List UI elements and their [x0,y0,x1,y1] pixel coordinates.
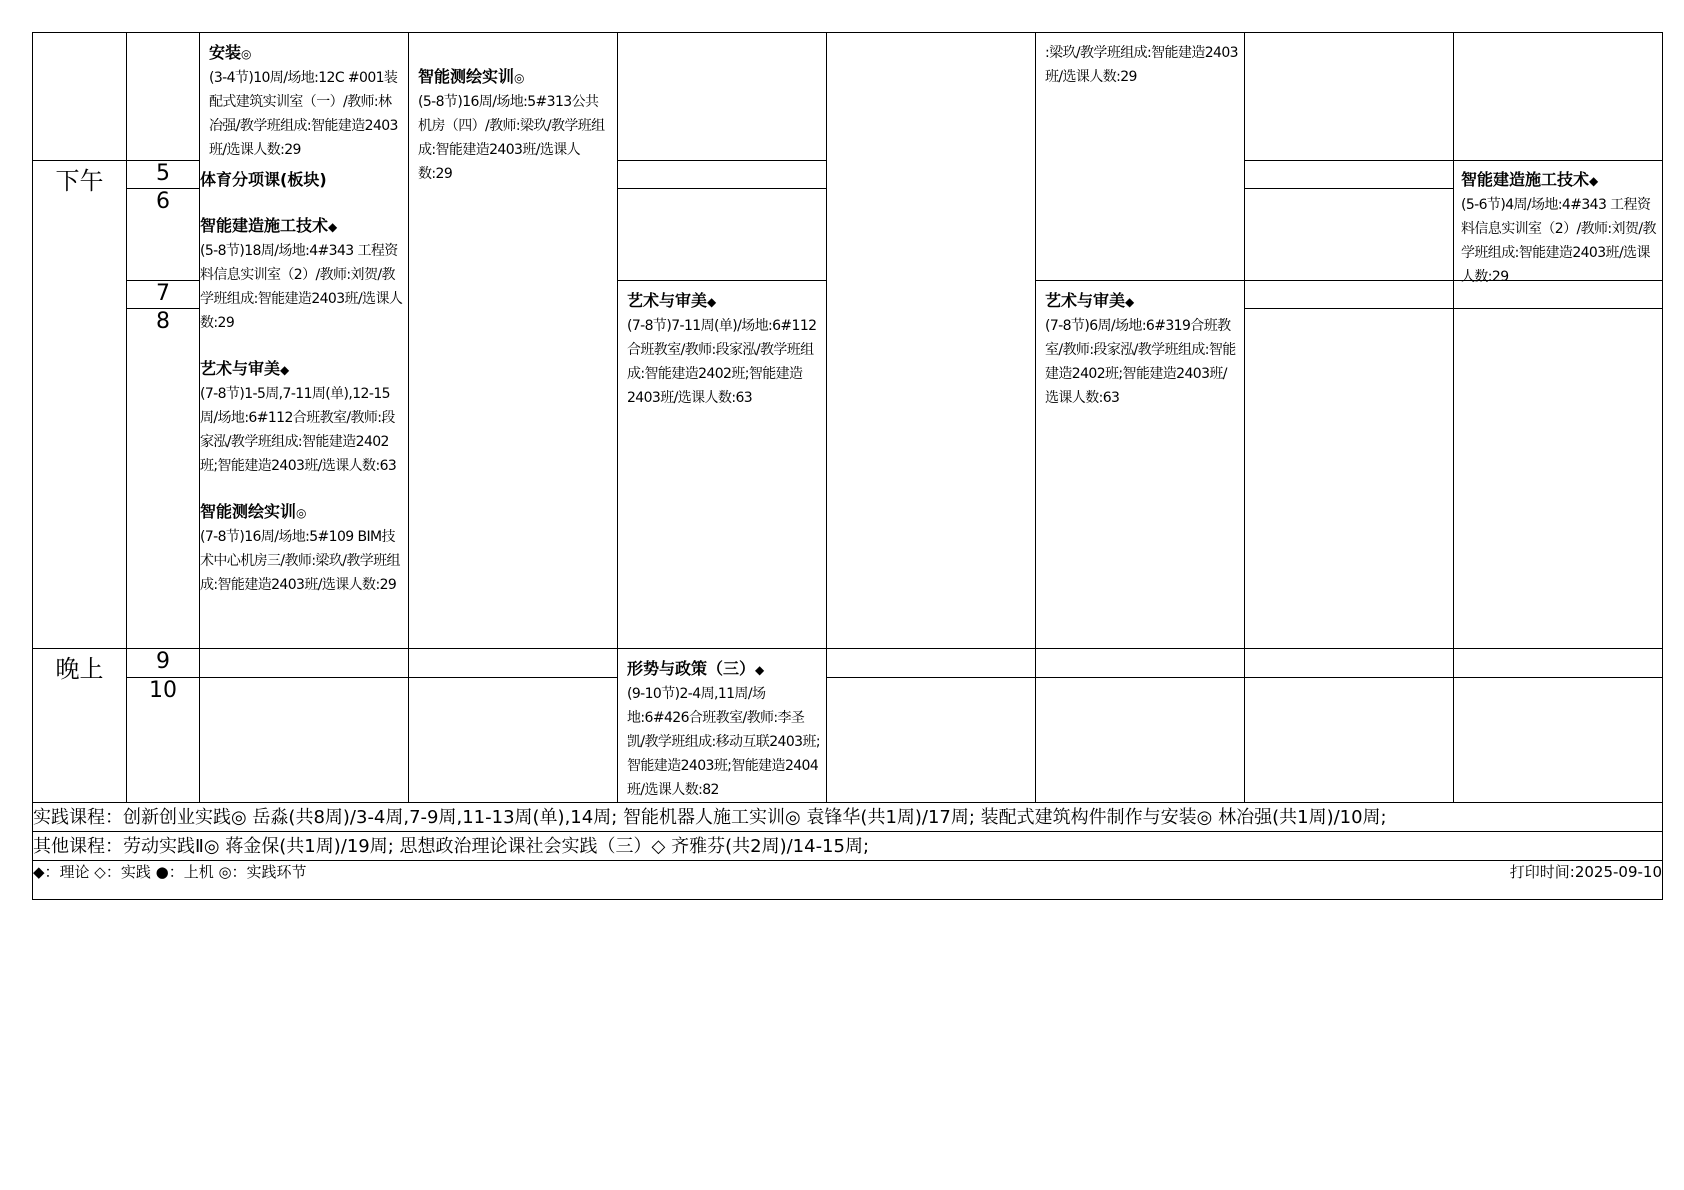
period-number-6: 6 [127,189,200,281]
course-name: 智能建造施工技术 [1461,170,1590,189]
cell-col6-p5 [1245,161,1454,189]
course-name: 安装 [209,43,242,62]
period-label-afternoon: 下午 [33,161,127,649]
cell-col4-p9 [827,649,1036,678]
cell-col6-p6 [1245,189,1454,281]
practice-icon: ◎ [514,71,525,85]
theory-icon: ◆ [707,295,717,309]
cell-col3-top [618,33,827,161]
legend-row [33,861,1663,900]
course-detail: (5-6节)4周/场地:4#343 工程资料信息实训室（2）/教师:刘贺/教学班组成:智能建造2403班/选课人数:29 [1461,197,1656,285]
cell-col6-p9 [1245,649,1454,678]
practice-icon: ◎ [296,506,307,520]
cell-col3-p7-8 [618,281,827,649]
theory-icon: ◆ [280,363,290,377]
cell-col6-p7 [1245,281,1454,309]
course-detail: (7-8节)1-5周,7-11周(单),12-15周/场地:6#112合班教室/教师:段家泓/教学班组成:智能建造2402班;智能建造2403班/选课人数:63 [200,386,397,474]
course-detail: (9-10节)2-4周,11周/场地:6#426合班教室/教师:李圣凯/教学班组成:移动互联2403班;智能建造2403班;智能建造2404班/选课人数:82 [627,686,820,798]
cell-col4-p10 [827,678,1036,803]
course-detail: (7-8节)7-11周(单)/场地:6#112合班教室/教师:段家泓/教学班组成:智能建造2402班;智能建造2403班/选课人数:63 [627,318,817,406]
period-number-7: 7 [127,281,200,309]
cell-col4-afternoon [827,33,1036,649]
cell-col7-p8 [1454,309,1663,649]
course-block [1045,289,1238,410]
course-detail: (7-8节)6周/场地:6#319合班教室/教师:段家泓/教学班组成:智能建造2402班;智能建造2403班/选课人数:63 [1045,318,1236,406]
course-name: 形势与政策（三） [627,659,756,678]
cell-col6-p10 [1245,678,1454,803]
cell-col3-p6 [618,189,827,281]
course-name: 智能测绘实训 [200,502,297,521]
cell-col2-p9 [409,649,618,678]
course-block [627,657,820,802]
cell-col3-evening [618,649,827,803]
course-name: 智能建造施工技术 [200,216,329,235]
course-block [200,500,405,597]
period-number-5: 5 [127,161,200,189]
cell-col5-p7-8 [1036,281,1245,649]
cell-col2-afternoon [409,33,618,649]
theory-icon: ◆ [1125,295,1135,309]
course-detail: :梁玖/教学班组成:智能建造2403班/选课人数:29 [1045,45,1238,85]
course-block [418,65,611,186]
course-detail: (5-8节)18周/场地:4#343 工程资料信息实训室（2）/教师:刘贺/教学班组成:智能建造2403班/选课人数:29 [200,243,403,331]
cell-col7-p10 [1454,678,1663,803]
period-number-9: 9 [127,649,200,678]
print-time: 打印时间:2025-09-10 [1509,863,1662,881]
period-number-10: 10 [127,678,200,803]
period-number-8: 8 [127,309,200,649]
cell-col2-p10 [409,678,618,803]
cell-col1-p10 [200,678,409,803]
course-name: 艺术与审美 [200,359,281,378]
course-detail: (3-4节)10周/场地:12C #001装配式建筑实训室（一）/教师:林冶强/教学班组成:智能建造2403班/选课人数:29 [209,70,398,158]
course-name: 智能测绘实训 [418,67,515,86]
course-name: 艺术与审美 [627,291,708,310]
course-detail: (7-8节)16周/场地:5#109 BIM技术中心机房三/教师:梁玖/教学班组成:智能建造2403班/选课人数:29 [200,529,400,593]
theory-icon: ◆ [755,663,765,677]
cell-col1-p9 [200,649,409,678]
cell-col6-top [1245,33,1454,161]
legend: ◆：理论 ◇：实践 ●：上机 ◎：实践环节 [33,863,307,881]
cell-col7-p9 [1454,649,1663,678]
period-label-evening: 晚上 [33,649,127,803]
course-block [1461,168,1656,289]
course-block [200,214,405,335]
period-number-top [127,33,200,161]
course-name: 艺术与审美 [1045,291,1126,310]
course-detail: (5-8节)16周/场地:5#313公共机房（四）/教师:梁玖/教学班组成:智能建造2403班/选课人数:29 [418,94,605,182]
cell-col5-p10 [1036,678,1245,803]
col7-afternoon-course [1461,168,1656,289]
cell-col5-p9 [1036,649,1245,678]
course-block [209,41,402,162]
period-label-top [33,33,127,161]
course-block [200,357,405,478]
course-block [200,168,405,192]
practice-courses-row: 实践课程：创新创业实践◎ 岳淼(共8周)/3-4周,7-9周,11-13周(单),14周; 智能机器人施工实训◎ 袁锋华(共1周)/17周; 装配式建筑构件制作与安装◎ 林冶强(共1周)/10周; [33,803,1663,832]
cell-col7-top [1454,33,1663,161]
theory-icon: ◆ [1589,174,1599,188]
other-courses-row: 其他课程：劳动实践Ⅱ◎ 蒋金保(共1周)/19周; 思想政治理论课社会实践（三）◇ 齐雅芬(共2周)/14-15周; [33,832,1663,861]
col1-afternoon-courses [200,168,405,597]
cell-col5-top [1036,33,1245,281]
theory-icon: ◆ [328,220,338,234]
cell-col3-p5 [618,161,827,189]
course-name: 体育分项课(板块) [200,170,327,189]
course-block [627,289,820,410]
practice-icon: ◎ [241,47,252,61]
cell-col6-p8 [1245,309,1454,649]
